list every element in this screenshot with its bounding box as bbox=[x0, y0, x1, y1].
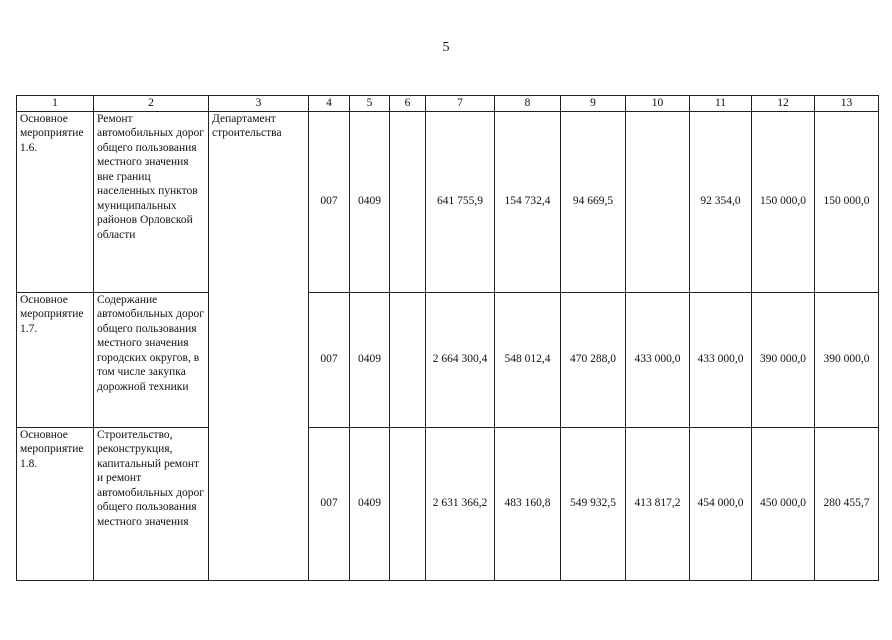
table-row bbox=[17, 292, 879, 427]
cell-col-13: 280 455,7 bbox=[815, 427, 879, 580]
cell-col-5: 0409 bbox=[350, 427, 390, 580]
cell-col-5: 0409 bbox=[350, 292, 390, 427]
measure-name-cell: Строительство, реконструкция, капитальный ремонт и ремонт автомобильных дорог общего пользования местного значения bbox=[94, 427, 209, 580]
cell-col-10: 413 817,2 bbox=[626, 427, 690, 580]
cell-col-11: 454 000,0 bbox=[690, 427, 752, 580]
department-cell: Департамент строительства bbox=[209, 111, 309, 580]
page-number: 5 bbox=[442, 40, 450, 55]
cell-col-7: 2 631 366,2 bbox=[426, 427, 495, 580]
cell-col-12: 150 000,0 bbox=[752, 111, 815, 292]
cell-col-4: 007 bbox=[309, 292, 350, 427]
cell-col-5: 0409 bbox=[350, 111, 390, 292]
col-header-7: 7 bbox=[426, 96, 495, 112]
measure-name-cell: Содержание автомобильных дорог общего пользования местного значения городских округов, в том числе закупка дорожной техники bbox=[94, 292, 209, 427]
cell-col-12: 390 000,0 bbox=[752, 292, 815, 427]
cell-col-6 bbox=[390, 111, 426, 292]
cell-col-10 bbox=[626, 111, 690, 292]
cell-col-6 bbox=[390, 292, 426, 427]
cell-col-10: 433 000,0 bbox=[626, 292, 690, 427]
col-header-12: 12 bbox=[752, 96, 815, 112]
measure-cell: Основное мероприятие 1.8. bbox=[17, 427, 94, 580]
col-header-5: 5 bbox=[350, 96, 390, 112]
cell-col-7: 2 664 300,4 bbox=[426, 292, 495, 427]
cell-col-8: 154 732,4 bbox=[495, 111, 561, 292]
table-row bbox=[17, 427, 879, 580]
col-header-13: 13 bbox=[815, 96, 879, 112]
cell-col-11: 92 354,0 bbox=[690, 111, 752, 292]
cell-col-4: 007 bbox=[309, 111, 350, 292]
cell-col-9: 470 288,0 bbox=[561, 292, 626, 427]
cell-col-9: 94 669,5 bbox=[561, 111, 626, 292]
col-header-6: 6 bbox=[390, 96, 426, 112]
col-header-8: 8 bbox=[495, 96, 561, 112]
program-table bbox=[16, 95, 879, 581]
cell-col-12: 450 000,0 bbox=[752, 427, 815, 580]
col-header-1: 1 bbox=[17, 96, 94, 112]
col-header-9: 9 bbox=[561, 96, 626, 112]
measure-cell: Основное мероприятие 1.7. bbox=[17, 292, 94, 427]
col-header-10: 10 bbox=[626, 96, 690, 112]
col-header-11: 11 bbox=[690, 96, 752, 112]
measure-name-cell: Ремонт автомобильных дорог общего пользования местного значения вне границ населенных пунктов муниципальных районов Орловской области bbox=[94, 111, 209, 292]
col-header-3: 3 bbox=[209, 96, 309, 112]
measure-cell: Основное мероприятие 1.6. bbox=[17, 111, 94, 292]
cell-col-9: 549 932,5 bbox=[561, 427, 626, 580]
header-row bbox=[17, 96, 879, 112]
cell-col-8: 548 012,4 bbox=[495, 292, 561, 427]
table-row bbox=[17, 111, 879, 292]
col-header-4: 4 bbox=[309, 96, 350, 112]
cell-col-6 bbox=[390, 427, 426, 580]
cell-col-7: 641 755,9 bbox=[426, 111, 495, 292]
cell-col-13: 150 000,0 bbox=[815, 111, 879, 292]
cell-col-4: 007 bbox=[309, 427, 350, 580]
col-header-2: 2 bbox=[94, 96, 209, 112]
cell-col-11: 433 000,0 bbox=[690, 292, 752, 427]
cell-col-13: 390 000,0 bbox=[815, 292, 879, 427]
cell-col-8: 483 160,8 bbox=[495, 427, 561, 580]
